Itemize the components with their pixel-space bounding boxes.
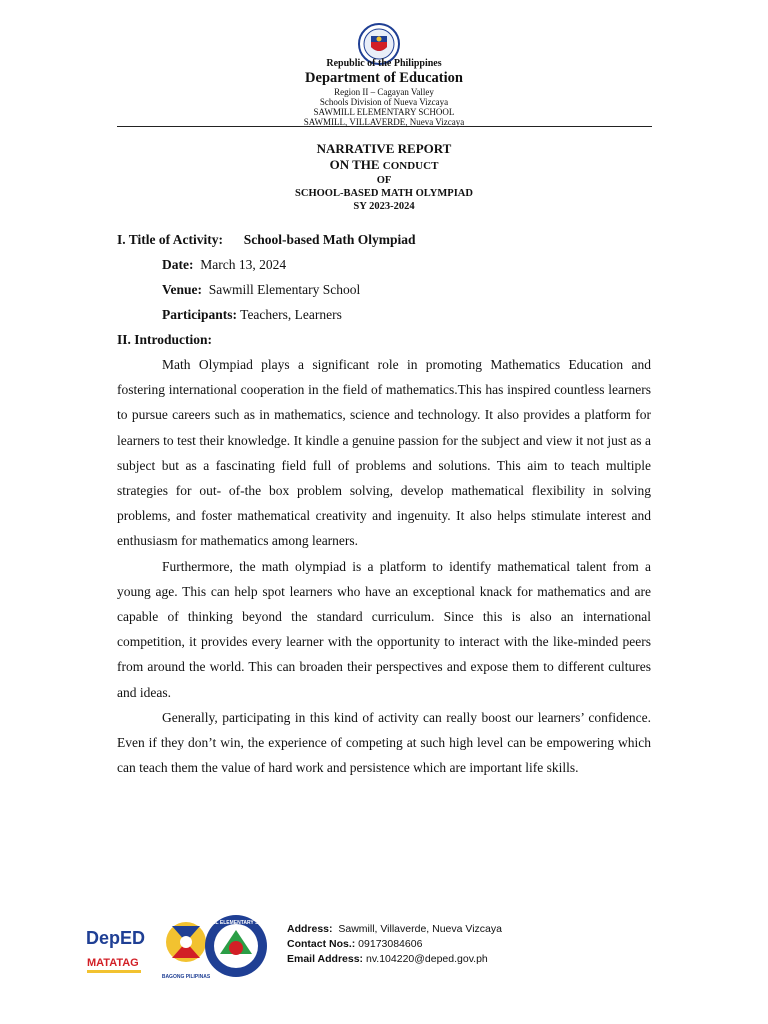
matatag-logo-text: MATATAG [87, 957, 139, 969]
participants-label: Participants: [162, 307, 237, 322]
deped-matatag-logo [86, 924, 145, 973]
school-line: SAWMILL ELEMENTARY SCHOOL [313, 107, 455, 117]
date-row [162, 257, 286, 273]
title-line-2: ON THE CONDUCT [329, 157, 439, 172]
bagong-pilipinas-logo [162, 922, 211, 980]
date-value: March 13, 2024 [200, 257, 287, 272]
school-seal-logo [196, 915, 276, 977]
footer-address-row: Address: Sawmill, Villaverde, Nueva Vizcaya [287, 923, 502, 935]
title-line-3: OF [376, 175, 392, 186]
report-title [0, 141, 768, 213]
venue-value: Sawmill Elementary School [208, 282, 361, 297]
school-seal-text: SAWMILL ELEMENTARY SCHOOL [195, 920, 276, 926]
intro-paragraph: Furthermore, the math olympiad is a platform to identify mathematical talent from a young age. This can help spot learners who have an exceptional knack for mathematics and are capable of thinking beyond the standard curriculum. Since this is also an international competition, it provides every learner with the opportunity to interact with the like-minded peers from around the world. This can broaden their perspectives and expose them to different cultures and ideas. [117, 558, 651, 700]
title-line-5: SY 2023-2024 [353, 201, 415, 212]
footer-contact [287, 922, 502, 967]
school-address-line: SAWMILL, VILLAVERDE, Nueva Vizcaya [303, 117, 465, 127]
section-2-heading: II. Introduction: [117, 332, 213, 347]
intro-paragraph: Generally, participating in this kind of activity can really boost our learners’ confidence. Even if they don’t win, the experience of competing at such high level can be empowering which can teach them the value of hard work and persistence which are important life skills. [117, 709, 651, 776]
republic-line: Republic of the Philippines [326, 58, 442, 69]
footer-email: nv.104220@deped.gov.ph [365, 953, 488, 965]
footer-address: Sawmill, Villaverde, Nueva Vizcaya [338, 923, 502, 935]
participants-value: Teachers, Learners [240, 307, 342, 322]
intro-paragraph: Math Olympiad plays a significant role in promoting Mathematics Education and fostering international cooperation in the field of mathematics.This has inspired countless learners to pursue careers such as in mathematics, science and technology. It also provides a platform for learners to test their knowledge. It kindle a genuine passion for the subject and view it not just as a subject but as a fascinating field full of problems and solutions. This aim to teach multiple strategies for out- of-the box problem solving, develop mathematical flexibility in solving problems, and foster mathematical creativity and ingenuity. It also helps stimulate interest and enthusiasm for mathematics among learners. [117, 357, 651, 549]
venue-row [162, 282, 360, 298]
department-name: Department of Education [305, 70, 463, 86]
footer-logos [86, 914, 276, 984]
participants-row [162, 307, 342, 323]
introduction-body [117, 352, 651, 780]
section-1-heading: I. Title of Activity: [117, 232, 223, 247]
region-line: Region II – Cagayan Valley [334, 87, 434, 97]
venue-label: Venue: [162, 282, 203, 297]
letterhead [0, 58, 768, 127]
title-line-1: NARRATIVE REPORT [316, 141, 452, 156]
footer-contact-row: Contact Nos.: 09173084606 [287, 938, 423, 950]
deped-logo-text: DepED [86, 928, 146, 948]
section-title-of-activity [117, 232, 416, 248]
bagong-pilipinas-text: BAGONG PILIPINAS [161, 974, 211, 980]
footer-contact-number: 09173084606 [358, 938, 423, 950]
header-divider [117, 126, 652, 127]
date-label: Date: [162, 257, 194, 272]
title-line-4: SCHOOL-BASED MATH OLYMPIAD [295, 188, 473, 199]
activity-title: School-based Math Olympiad [243, 232, 416, 247]
footer-email-row: Email Address: nv.104220@deped.gov.ph [287, 953, 488, 965]
division-line: Schools Division of Nueva Vizcaya [319, 97, 449, 107]
